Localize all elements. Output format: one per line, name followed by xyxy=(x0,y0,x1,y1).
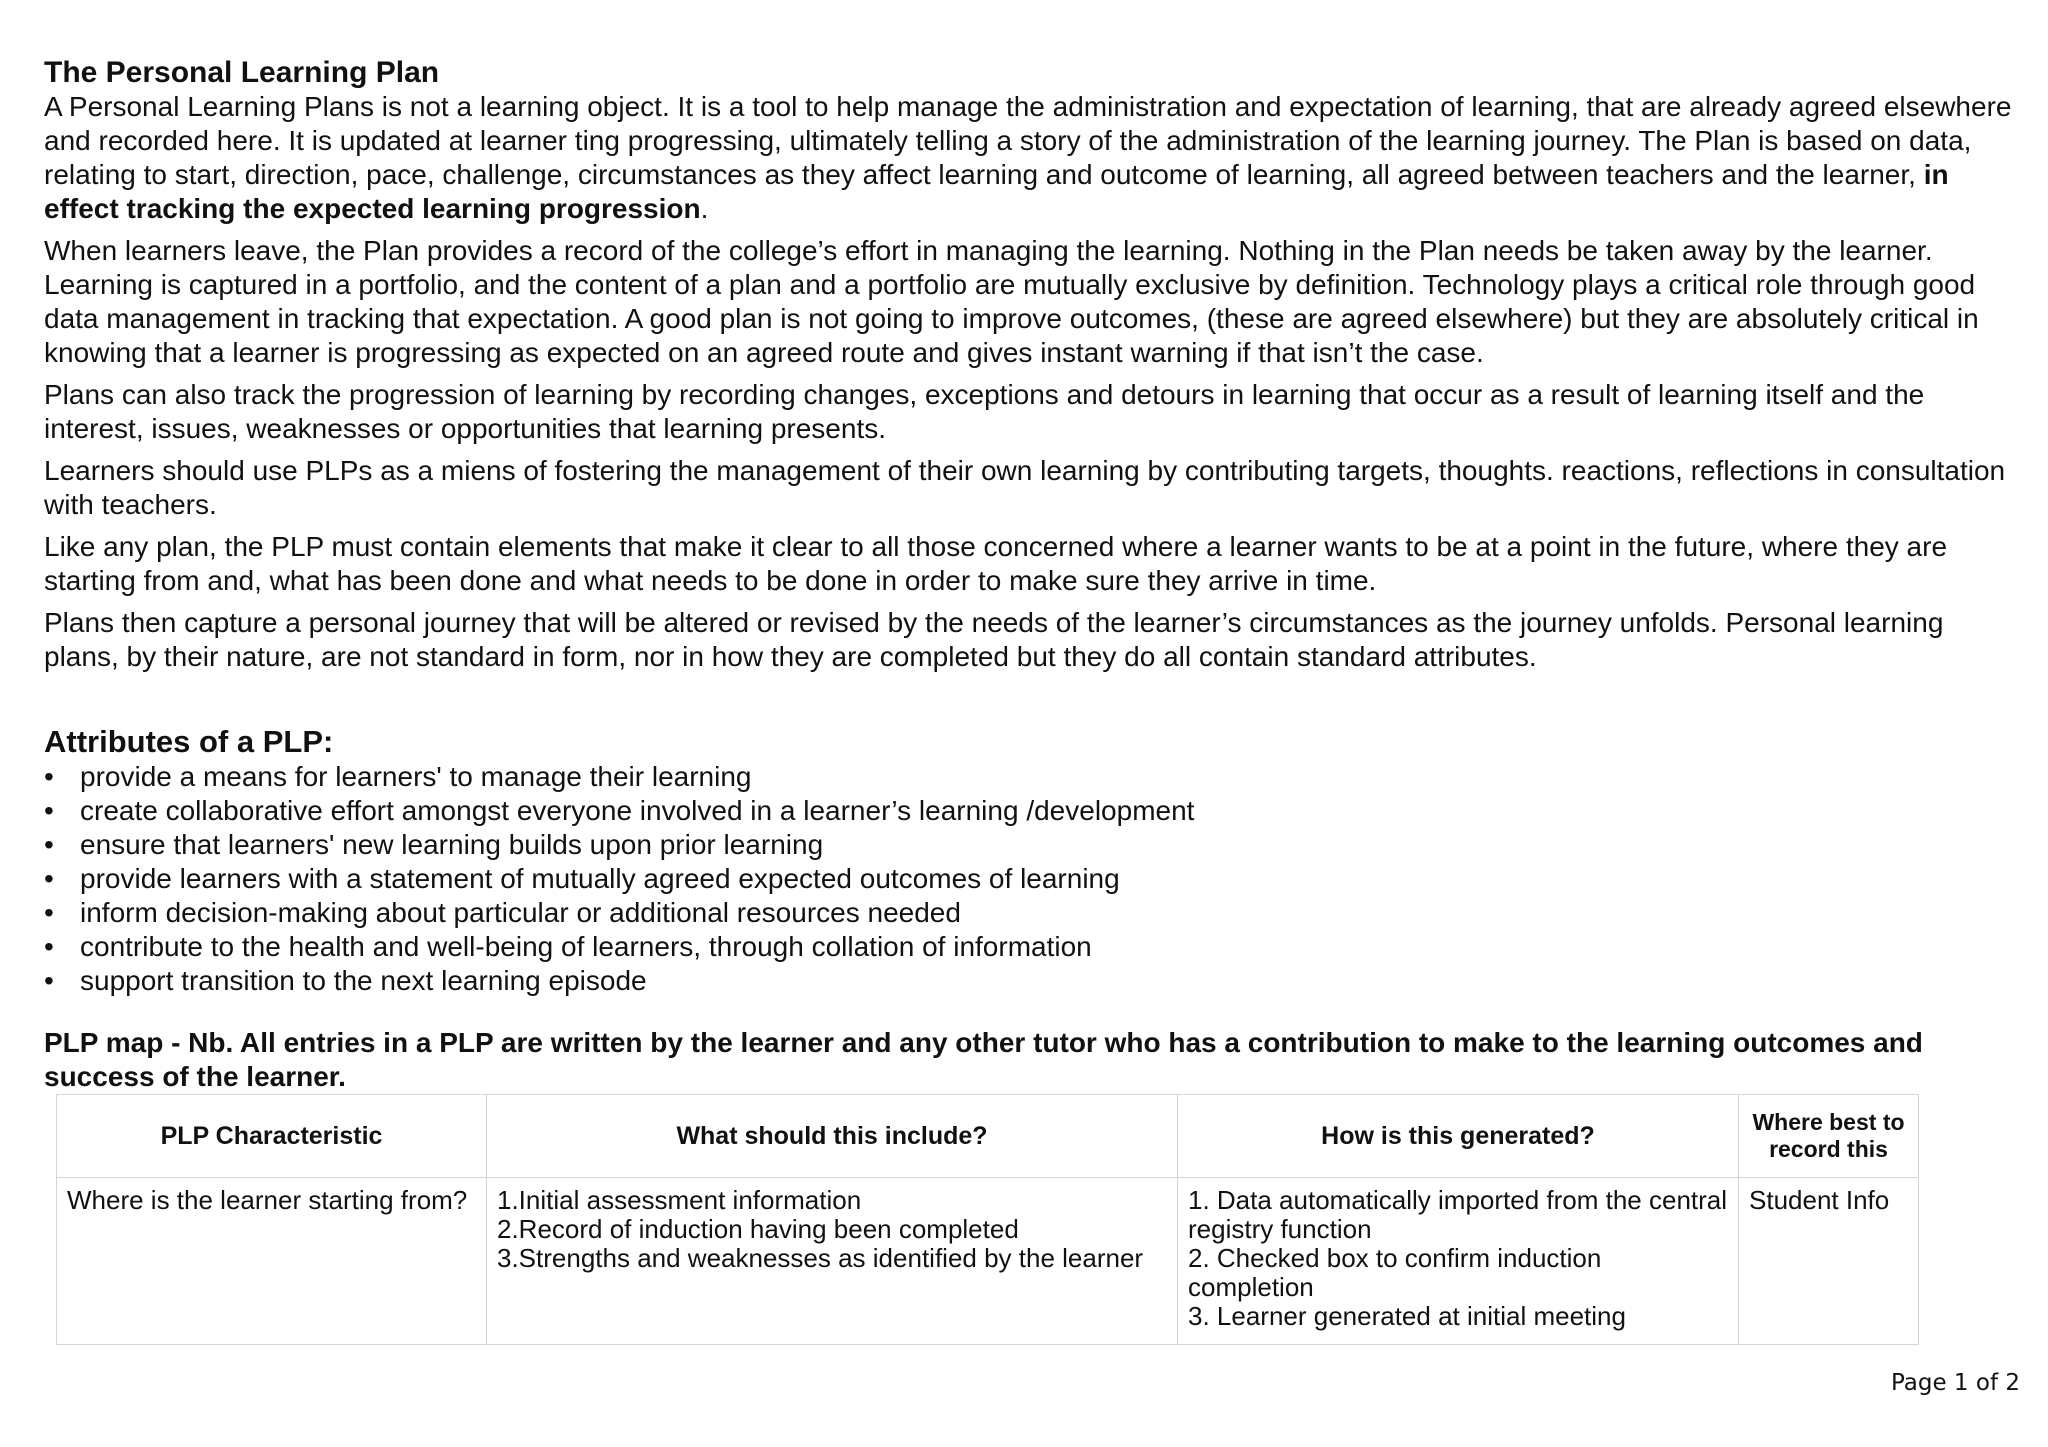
cell-record: Student Info xyxy=(1739,1178,1919,1345)
list-item xyxy=(44,896,2019,930)
cell-generated-line: 2. Checked box to confirm induction completion xyxy=(1188,1243,1602,1302)
list-item-text: create collaborative effort amongst everyone involved in a learner’s learning /development xyxy=(80,795,1195,826)
list-item-text: inform decision-making about particular or additional resources needed xyxy=(80,897,961,928)
paragraph-personal-journey: Plans then capture a personal journey that will be altered or revised by the needs of the learner’s circumstances as the journey unfolds. Personal learning plans, by their nature, are not standard in form, nor in how they are completed but they do all contain standard attributes. xyxy=(44,607,1944,672)
paragraph-learners-leave: When learners leave, the Plan provides a record of the college’s effort in managing the learning. Nothing in the Plan needs be taken away by the learner. Learning is captured in a portfolio, and the content of a plan and a portfolio are mutually exclusive by definition. Technology plays a critical role through good data management in tracking that expectation. A good plan is not going to improve outcomes, (these are agreed elsewhere) but they are absolutely critical in knowing that a learner is progressing as expected on an agreed route and gives instant warning if that isn’t the case. xyxy=(44,235,1979,368)
cell-include-line: 3.Strengths and weaknesses as identified by the learner xyxy=(497,1243,1144,1273)
list-item-text: provide a means for learners' to manage their learning xyxy=(80,761,752,792)
cell-characteristic: Where is the learner starting from? xyxy=(57,1178,487,1345)
page-title: The Personal Learning Plan xyxy=(44,56,440,89)
document-page xyxy=(44,56,2019,1345)
cell-generated xyxy=(1178,1178,1739,1345)
column-header-characteristic: PLP Characteristic xyxy=(57,1095,487,1178)
plp-map-heading: PLP map - Nb. All entries in a PLP are written by the learner and any other tutor who has a contribution to make to the learning outcomes and success of the learner. xyxy=(44,1027,1923,1092)
bullet-icon: • xyxy=(44,761,54,792)
list-item-text: support transition to the next learning episode xyxy=(80,965,647,996)
paragraph-learners-use: Learners should use PLPs as a miens of fostering the management of their own learning by contributing targets, thoughts. reactions, reflections in consultation with teachers. xyxy=(44,455,2006,520)
column-header-record: Where best to record this xyxy=(1739,1095,1919,1178)
attributes-heading: Attributes of a PLP: xyxy=(44,724,334,759)
list-item-text: contribute to the health and well-being of learners, through collation of information xyxy=(80,931,1092,962)
list-item-text: ensure that learners' new learning builds upon prior learning xyxy=(80,829,824,860)
cell-include xyxy=(487,1178,1178,1345)
paragraph-intro-end: . xyxy=(700,193,709,224)
bullet-icon: • xyxy=(44,931,54,962)
list-item xyxy=(44,828,2019,862)
bullet-icon: • xyxy=(44,897,54,928)
paragraph-intro xyxy=(44,90,2019,226)
column-header-include: What should this include? xyxy=(487,1095,1178,1178)
bullet-icon: • xyxy=(44,795,54,826)
table-row xyxy=(57,1178,1919,1345)
list-item-text: provide learners with a statement of mutually agreed expected outcomes of learning xyxy=(80,863,1120,894)
list-item xyxy=(44,862,2019,896)
paragraph-intro-text: A Personal Learning Plans is not a learning object. It is a tool to help manage the administration and expectation of learning, that are already agreed elsewhere and recorded here. It is updated at learner ting progressing, ultimately telling a story of the administration of the learning journey. The Plan is based on data, relating to start, direction, pace, challenge, circumstances as they affect learning and outcome of learning, all agreed between teachers and the learner, xyxy=(44,91,2012,190)
bullet-icon: • xyxy=(44,965,54,996)
attributes-list xyxy=(44,760,2019,998)
cell-generated-line: 1. Data automatically imported from the central registry function xyxy=(1188,1185,1728,1244)
paragraph-intro-bold: in effect tracking the expected learning progression xyxy=(44,159,1949,224)
bullet-icon: • xyxy=(44,829,54,860)
column-header-generated: How is this generated? xyxy=(1178,1095,1739,1178)
list-item xyxy=(44,794,2019,828)
cell-generated-line: 3. Learner generated at initial meeting xyxy=(1188,1301,1626,1331)
list-item xyxy=(44,930,2019,964)
page-number: Page 1 of 2 xyxy=(1890,1370,2020,1396)
paragraph-like-any-plan: Like any plan, the PLP must contain elements that make it clear to all those concerned where a learner wants to be at a point in the future, where they are starting from and, what has been done and what needs to be done in order to make sure they arrive in time. xyxy=(44,531,1948,596)
paragraph-track-progression: Plans can also track the progression of learning by recording changes, exceptions and detours in learning that occur as a result of learning itself and the interest, issues, weaknesses or opportunities that learning presents. xyxy=(44,379,1925,444)
bullet-icon: • xyxy=(44,863,54,894)
list-item xyxy=(44,964,2019,998)
list-item xyxy=(44,760,2019,794)
cell-include-line: 2.Record of induction having been completed xyxy=(497,1214,1019,1244)
cell-include-line: 1.Initial assessment information xyxy=(497,1185,862,1215)
table-header-row xyxy=(57,1095,1919,1178)
plp-map-table xyxy=(56,1094,1919,1345)
